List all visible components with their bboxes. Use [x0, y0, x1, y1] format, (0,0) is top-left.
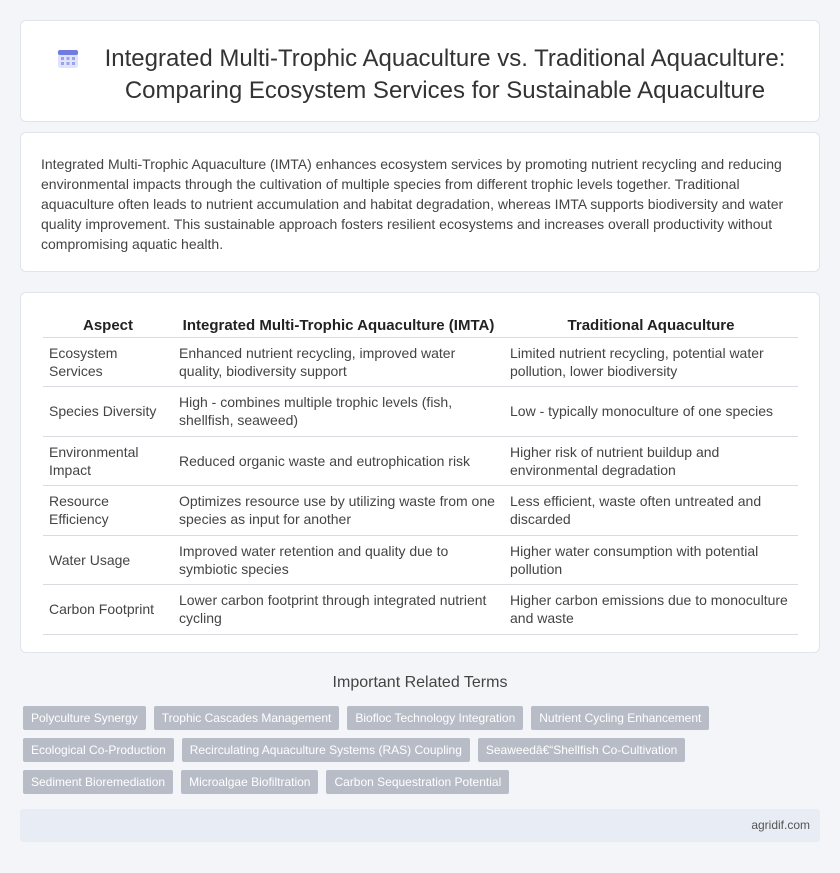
- cell-imta: High - combines multiple trophic levels (fish, shellfish, seaweed): [173, 387, 504, 437]
- cell-imta: Lower carbon footprint through integrated nutrient cycling: [173, 585, 504, 635]
- title-wrap: [21, 43, 819, 107]
- calendar-icon: [57, 47, 79, 69]
- cell-aspect: Resource Efficiency: [43, 486, 173, 536]
- tag-polyculture-synergy[interactable]: Polyculture Synergy: [23, 706, 146, 730]
- tag-ecological-co-production[interactable]: Ecological Co-Production: [23, 738, 174, 762]
- cell-traditional: Limited nutrient recycling, potential water pollution, lower biodiversity: [504, 337, 798, 387]
- tag-sediment-bioremediation[interactable]: Sediment Bioremediation: [23, 770, 173, 794]
- tag-ras-coupling[interactable]: Recirculating Aquaculture Systems (RAS) Coupling: [182, 738, 470, 762]
- table-row: [43, 585, 798, 635]
- intro-paragraph: Integrated Multi-Trophic Aquaculture (IMTA) enhances ecosystem services by promoting nutrient recycling and reducing environmental impacts through the cultivation of multiple species from different trophic levels together. Traditional aquaculture often leads to nutrient accumulation and habitat degradation, whereas IMTA supports biodiversity and water quality improvement. This sustainable approach fosters resilient ecosystems and increases overall productivity without compromising aquatic health.: [41, 156, 784, 252]
- cell-imta: Enhanced nutrient recycling, improved water quality, biodiversity support: [173, 337, 504, 387]
- cell-imta: Optimizes resource use by utilizing waste from one species as input for another: [173, 486, 504, 536]
- comparison-card: [20, 292, 820, 653]
- tag-biofloc-technology-integration[interactable]: Biofloc Technology Integration: [347, 706, 523, 730]
- cell-aspect: Water Usage: [43, 535, 173, 585]
- table-row: [43, 436, 798, 486]
- page-title: Integrated Multi-Trophic Aquaculture vs. Traditional Aquaculture: Comparing Ecosystem Services for Sustainable Aquaculture: [104, 45, 786, 104]
- header-card: [20, 20, 820, 122]
- table-header-row: [43, 315, 798, 337]
- comparison-table: [43, 315, 798, 635]
- tag-nutrient-cycling-enhancement[interactable]: Nutrient Cycling Enhancement: [531, 706, 709, 730]
- cell-traditional: Less efficient, waste often untreated and discarded: [504, 486, 798, 536]
- related-terms-title: Important Related Terms: [332, 674, 508, 691]
- tag-trophic-cascades-management[interactable]: Trophic Cascades Management: [154, 706, 340, 730]
- cell-aspect: Ecosystem Services: [43, 337, 173, 387]
- cell-aspect: Species Diversity: [43, 387, 173, 437]
- header-aspect: Aspect: [43, 315, 173, 337]
- intro-card: [20, 132, 820, 272]
- table-row: [43, 387, 798, 437]
- tag-carbon-sequestration-potential[interactable]: Carbon Sequestration Potential: [326, 770, 509, 794]
- cell-aspect: Carbon Footprint: [43, 585, 173, 635]
- cell-imta: Improved water retention and quality due to symbiotic species: [173, 535, 504, 585]
- table-row: [43, 337, 798, 387]
- tag-row: [23, 738, 813, 762]
- table-row: [43, 535, 798, 585]
- tag-seaweed-shellfish-co-cultivation[interactable]: Seaweedâ€“Shellfish Co-Cultivation: [478, 738, 685, 762]
- cell-aspect: Environmental Impact: [43, 436, 173, 486]
- table-row: [43, 486, 798, 536]
- related-terms-list: [23, 706, 813, 802]
- cell-imta: Reduced organic waste and eutrophication risk: [173, 436, 504, 486]
- cell-traditional: Low - typically monoculture of one species: [504, 387, 798, 437]
- footer-site-link[interactable]: agridif.com: [751, 818, 810, 832]
- tag-row: [23, 706, 813, 730]
- tag-microalgae-biofiltration[interactable]: Microalgae Biofiltration: [181, 770, 318, 794]
- tag-row: [23, 770, 813, 794]
- header-traditional: Traditional Aquaculture: [504, 315, 798, 337]
- header-imta: Integrated Multi-Trophic Aquaculture (IMTA): [173, 315, 504, 337]
- cell-traditional: Higher water consumption with potential pollution: [504, 535, 798, 585]
- cell-traditional: Higher risk of nutrient buildup and environmental degradation: [504, 436, 798, 486]
- footer: [20, 809, 820, 842]
- cell-traditional: Higher carbon emissions due to monoculture and waste: [504, 585, 798, 635]
